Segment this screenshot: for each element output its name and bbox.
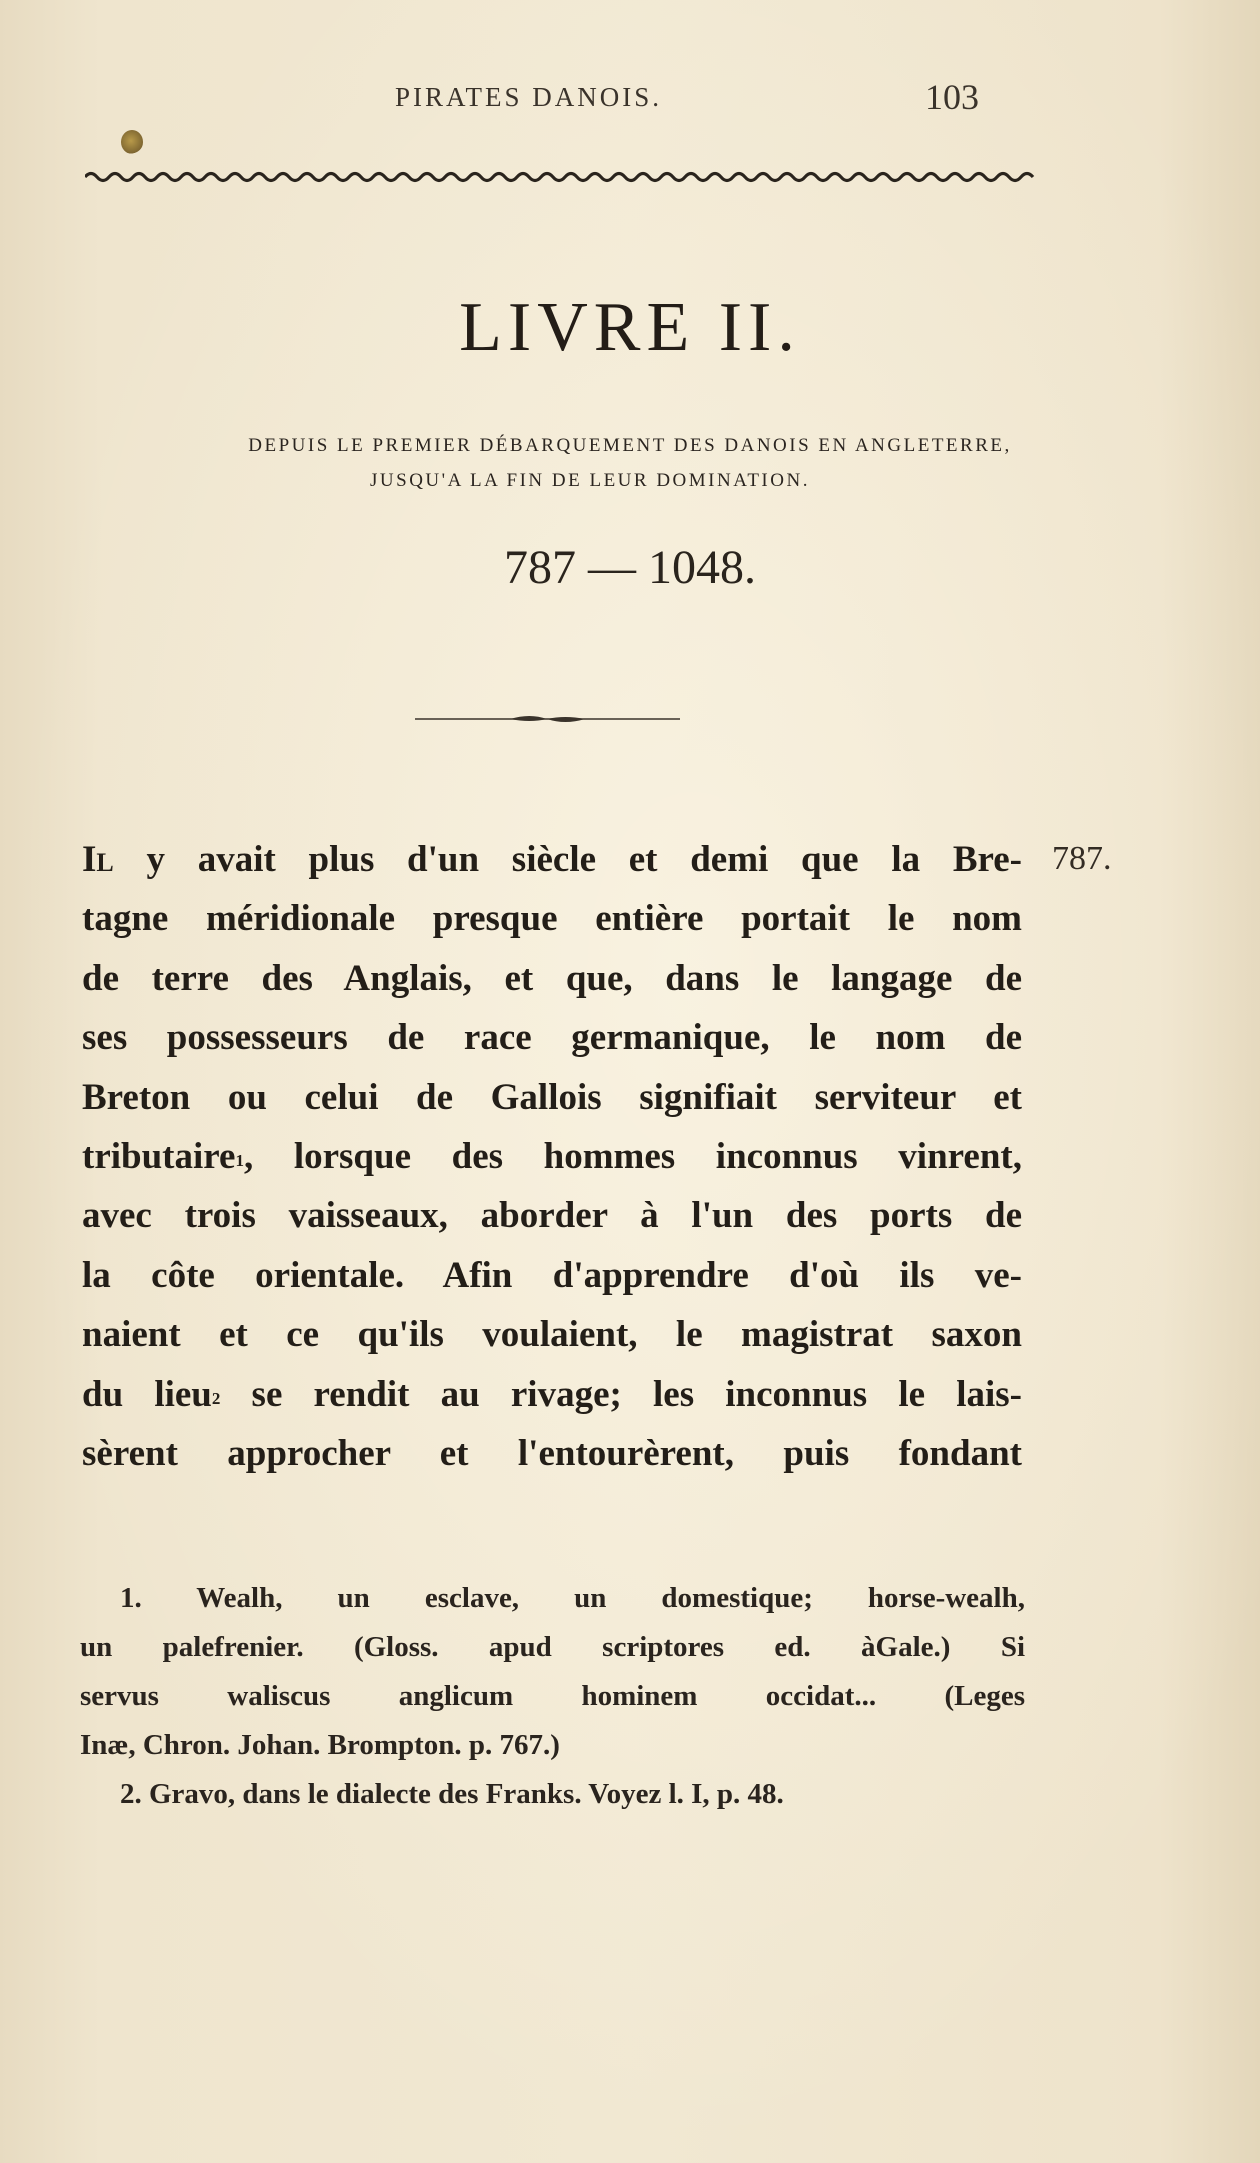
body-line bbox=[82, 1365, 1022, 1424]
body-line: avec trois vaisseaux, aborder à l'un des ports de bbox=[82, 1195, 1022, 1237]
body-line bbox=[82, 1127, 1022, 1186]
wavy-ornament-rule-icon bbox=[85, 168, 1035, 186]
body-line: sèrent approcher et l'entourèrent, puis fondant bbox=[82, 1432, 1022, 1474]
footnote-1-line: un palefrenier. (Gloss. apud scriptores ed. àGale.) Si bbox=[80, 1631, 1025, 1663]
footnote-1-line: 1. Wealh, un esclave, un domestique; horse-wealh, bbox=[120, 1582, 1025, 1614]
body-line: ses possesseurs de race germanique, le nom de bbox=[82, 1017, 1022, 1059]
footnote-1-line: Inæ, Chron. Johan. Brompton. p. 767.) bbox=[80, 1729, 560, 1761]
body-line: naient et ce qu'ils voulaient, le magistrat saxon bbox=[82, 1314, 1022, 1356]
dropcap-word: Il bbox=[82, 839, 114, 880]
footnote-ref-2[interactable]: 2 bbox=[211, 1388, 221, 1408]
body-line-text: du lieu bbox=[82, 1373, 212, 1415]
chapter-subtitle-line2: JUSQU'A LA FIN DE LEUR DOMINATION. bbox=[370, 470, 810, 491]
body-paragraph bbox=[82, 830, 1022, 1483]
body-line-text: tributaire bbox=[82, 1135, 236, 1177]
body-line-text: se rendit au rivage; les inconnus le lais- bbox=[220, 1373, 1022, 1415]
body-line-text: , lorsque des hommes inconnus vinrent, bbox=[243, 1135, 1022, 1177]
body-line bbox=[82, 830, 1022, 889]
body-line: tagne méridionale presque entière portait le nom bbox=[82, 898, 1022, 940]
running-title: PIRATES DANOIS. bbox=[395, 82, 663, 112]
chapter-title: LIVRE II. bbox=[459, 289, 801, 366]
body-line: la côte orientale. Afin d'apprendre d'où ils ve- bbox=[82, 1254, 1022, 1296]
footnote-ref-1[interactable]: 1 bbox=[235, 1150, 244, 1170]
body-line: Breton ou celui de Gallois signifiait serviteur et bbox=[82, 1076, 1022, 1118]
footnote-2-line: 2. Gravo, dans le dialecte des Franks. Voyez l. I, p. 48. bbox=[120, 1778, 784, 1810]
chapter-date-range: 787 — 1048. bbox=[504, 541, 756, 594]
body-line: de terre des Anglais, et que, dans le langage de bbox=[82, 957, 1022, 999]
margin-year: 787. bbox=[1052, 840, 1112, 877]
page-number: 103 bbox=[925, 77, 979, 117]
ink-dot-icon bbox=[121, 130, 143, 154]
footnotes bbox=[80, 1574, 1025, 1819]
footnote-1-line: servus waliscus anglicum hominem occidat... (Leges bbox=[80, 1680, 1025, 1712]
chapter-subtitle-line1: DEPUIS LE PREMIER DÉBARQUEMENT DES DANOIS EN ANGLETERRE, bbox=[248, 435, 1012, 456]
ornamental-divider-icon bbox=[415, 712, 680, 726]
body-line-text: y avait plus d'un siècle et demi que la Bre- bbox=[113, 839, 1022, 880]
